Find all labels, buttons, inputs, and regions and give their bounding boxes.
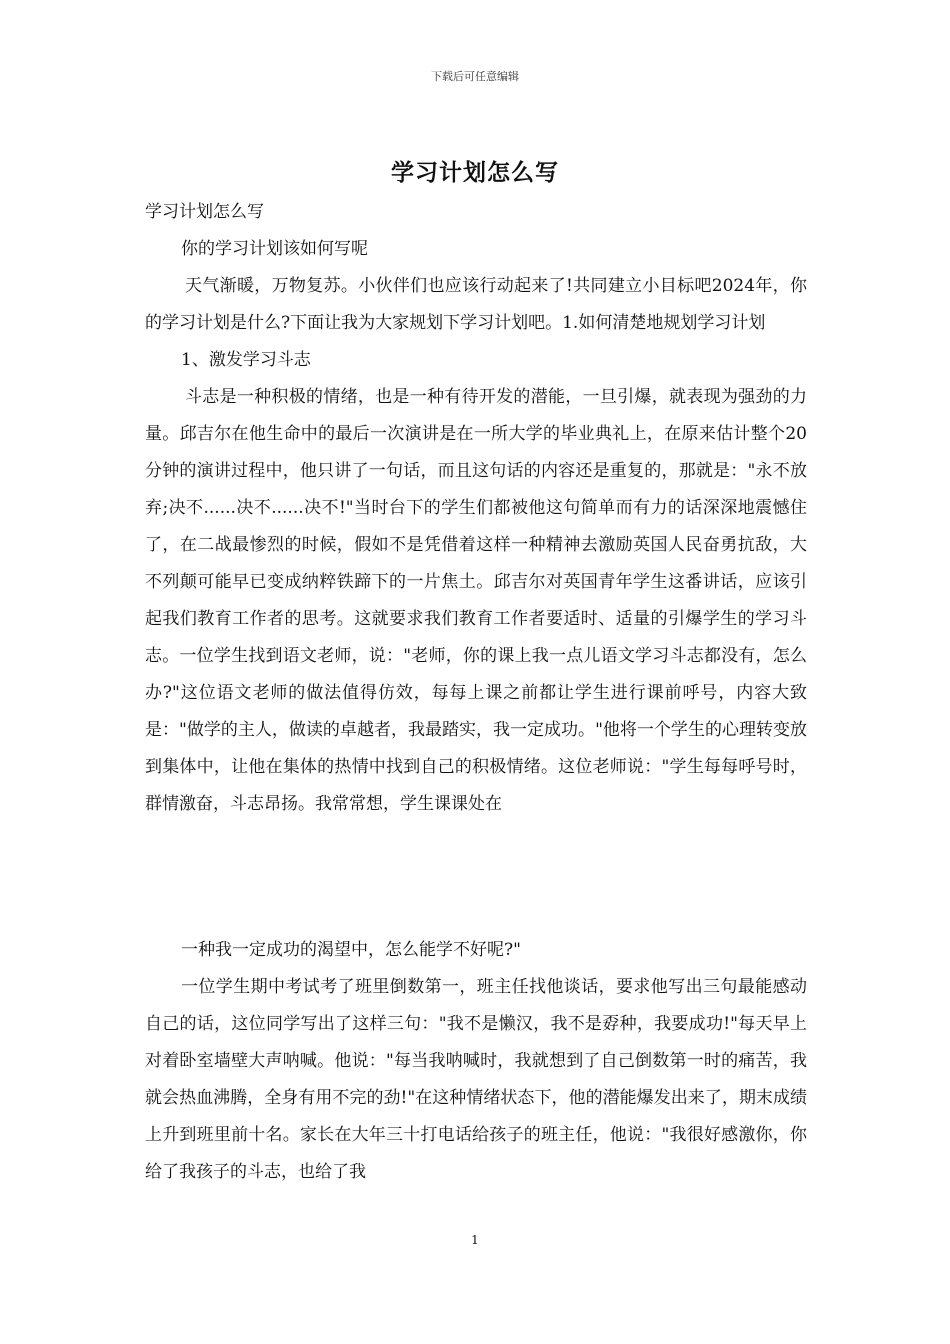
- paragraph-subtitle: 学习计划怎么写: [145, 202, 264, 222]
- paragraph-continuation: 一种我一定成功的渴望中，怎么能学不好呢?": [181, 940, 521, 960]
- paragraph-question: 你的学习计划该如何写呢: [181, 239, 368, 259]
- document-title: 学习计划怎么写: [391, 159, 559, 186]
- paragraph-intro: 天气渐暖，万物复苏。小伙伴们也应该行动起来了!共同建立小目标吧2024年，你的学习计划是什么?下面让我为大家规划下学习计划吧。1.如何清楚地规划学习计划: [145, 276, 807, 333]
- document-body-top: [145, 194, 807, 823]
- paragraph-example: 一位学生期中考试考了班里倒数第一，班主任找他谈话，要求他写出三句最能感动自己的话，这位同学写出了这样三句："我不是懒汉，我不是孬种，我要成功!"每天早上对着卧室墙壁大声呐喊。他说："每当我呐喊时，我就想到了自己倒数第一时的痛苦，我就会热血沸腾，全身有用不完的劲!"在这种情绪状态下，他的潜能爆发出来了，期末成绩上升到班里前十名。家长在大年三十打电话给孩子的班主任，他说："我很好感激你，你给了我孩子的斗志，也给了我: [145, 977, 807, 1182]
- page-number: 1: [471, 1233, 479, 1247]
- section-heading: 1、激发学习斗志: [181, 350, 311, 370]
- header-note: 下载后可任意编辑: [431, 70, 519, 83]
- document-body-bottom: [145, 932, 807, 1191]
- paragraph-body: 斗志是一种积极的情绪，也是一种有待开发的潜能，一旦引爆，就表现为强劲的力量。邱吉尔在他生命中的最后一次演讲是在一所大学的毕业典礼上，在原来估计整个20分钟的演讲过程中，他只讲了一句话，而且这句话的内容还是重复的，那就是："永不放弃;决不......决不......决不!"当时台下的学生们都被他这句简单而有力的话深深地震憾住了，在二战最惨烈的时候，假如不是凭借着这样一种精神去激励英国人民奋勇抗敌，大不列颠可能早已变成纳粹铁蹄下的一片焦土。邱吉尔对英国青年学生这番讲话，应该引起我们教育工作者的思考。这就要求我们教育工作者要适时、适量的引爆学生的学习斗志。一位学生找到语文老师，说："老师，你的课上我一点儿语文学习斗志都没有，怎么办?"这位语文老师的做法值得仿效，每每上课之前都让学生进行课前呼号，内容大致是："做学的主人，做读的卓越者，我最踏实，我一定成功。"他将一个学生的心理转变放到集体中，让他在集体的热情中找到自己的积极情绪。这位老师说："学生每每呼号时，群情激奋，斗志昂扬。我常常想，学生课课处在: [145, 387, 807, 814]
